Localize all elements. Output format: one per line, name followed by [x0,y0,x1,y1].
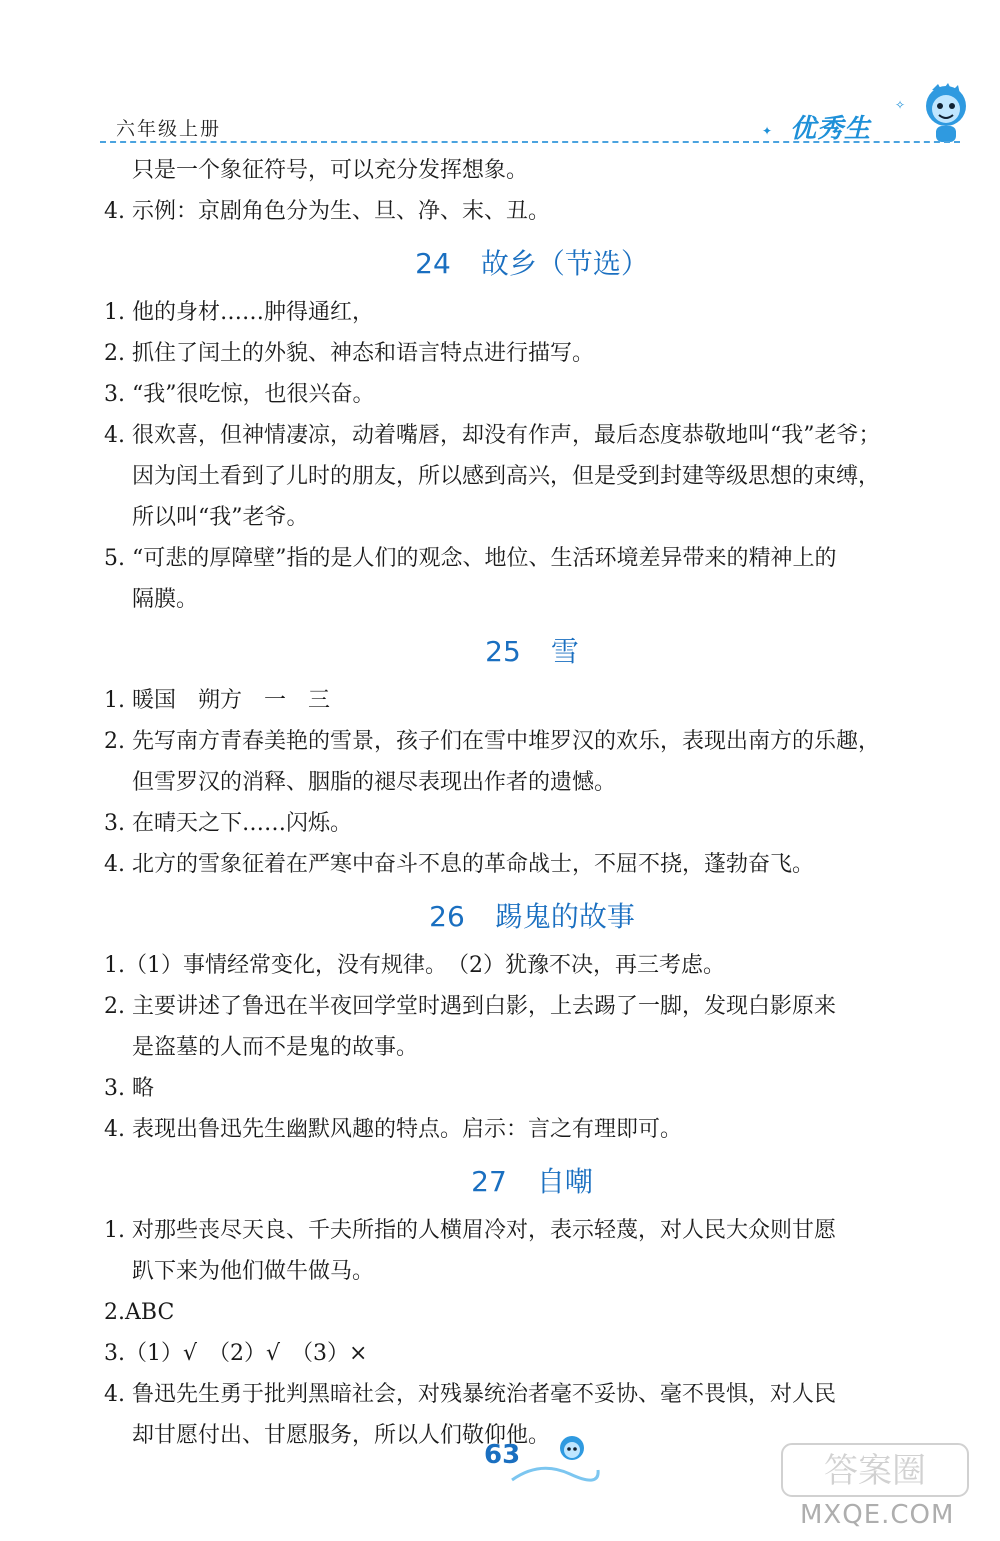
section-25 [104,630,960,885]
answer-line: 3. 在晴天之下……闪烁。 [104,811,352,836]
mascot-icon [918,82,974,144]
answer-line: 5. “可悲的厚障壁”指的是人们的观念、地位、生活环境差异带来的精神上的 [104,546,837,571]
sparkle-icon: ✧ [895,98,906,112]
brand-logo: 优秀生 [790,114,872,144]
section-name: 雪 [550,635,579,668]
page-number: 63 [484,1440,521,1470]
answer-line: 1. 他的身材……肿得通红， [104,300,374,325]
page-header [0,0,1000,150]
answer-line: 3. “我”很吃惊，也很兴奋。 [104,382,375,407]
answer-line: 4. 鲁迅先生勇于批判黑暗社会，对残暴统治者毫不妥协、毫不畏惧，对人民 [104,1382,836,1407]
answer-line: 4. 示例：京剧角色分为生、旦、净、末、丑。 [104,199,550,224]
section-name: 自嘲 [536,1165,593,1198]
section-title [104,1160,960,1200]
answer-line: 因为闰土看到了儿时的朋友，所以感到高兴，但是受到封建等级思想的束缚， [132,464,881,489]
section-number: 24 [415,247,451,280]
section-name: 故乡（节选） [480,247,649,280]
grade-label: 六年级上册 [116,118,222,140]
answer-line: 但雪罗汉的消释、胭脂的褪尽表现出作者的遗憾。 [132,770,617,795]
section-24 [104,242,960,620]
header-divider [100,141,960,143]
answer-line: 隔膜。 [132,587,199,612]
answer-line: 却甘愿付出、甘愿服务，所以人们敬仰他。 [132,1423,551,1448]
answer-line: 4. 北方的雪象征着在严寒中奋斗不息的革命战士，不屈不挠，蓬勃奋飞。 [104,852,814,877]
section-title [104,630,960,670]
answer-line: 只是一个象征符号，可以充分发挥想象。 [132,158,529,183]
section-number: 26 [429,900,465,933]
answer-line: 1.（1）事情经常变化，没有规律。 （2）犹豫不决，再三考虑。 [104,953,725,978]
answer-line: 所以叫“我”老爷。 [132,505,309,530]
section-title [104,242,960,282]
section-name: 踢鬼的故事 [494,900,635,933]
answer-line: 是盗墓的人而不是鬼的故事。 [132,1035,419,1060]
answer-line: 1. 暖国 朔方 一 三 [104,688,330,713]
lead-block [104,150,960,232]
answer-line: 3. 略 [104,1076,154,1101]
section-number: 27 [471,1165,507,1198]
answer-line: 3.（1）√ （2）√ （3）× [104,1341,368,1366]
answer-line: 1. 对那些丧尽天良、千夫所指的人横眉冷对，表示轻蔑，对人民大众则甘愿 [104,1218,836,1243]
watermark-text: MXQE.COM [800,1500,955,1530]
footer-mascot-icon [510,1430,600,1490]
section-number: 25 [485,635,521,668]
section-26 [104,895,960,1150]
section-title [104,895,960,935]
answer-line: 2. 先写南方青春美艳的雪景，孩子们在雪中堆罗汉的欢乐，表现出南方的乐趣， [104,729,880,754]
sparkle-icon: ✦ [762,124,773,138]
watermark-logo-text: 答案圈 [824,1451,926,1491]
answer-line: 4. 很欢喜，但神情凄凉，动着嘴唇，却没有作声，最后态度恭敬地叫“我”老爷； [104,423,881,448]
answer-line: 4. 表现出鲁迅先生幽默风趣的特点。启示：言之有理即可。 [104,1117,682,1142]
watermark-logo [780,1440,970,1500]
answer-line: 2. 抓住了闰土的外貌、神态和语言特点进行描写。 [104,341,594,366]
answer-line: 2.ABC [104,1300,175,1325]
answer-content [104,150,960,1456]
answer-line: 趴下来为他们做牛做马。 [132,1259,375,1284]
answer-line: 2. 主要讲述了鲁迅在半夜回学堂时遇到白影，上去踢了一脚，发现白影原来 [104,994,836,1019]
